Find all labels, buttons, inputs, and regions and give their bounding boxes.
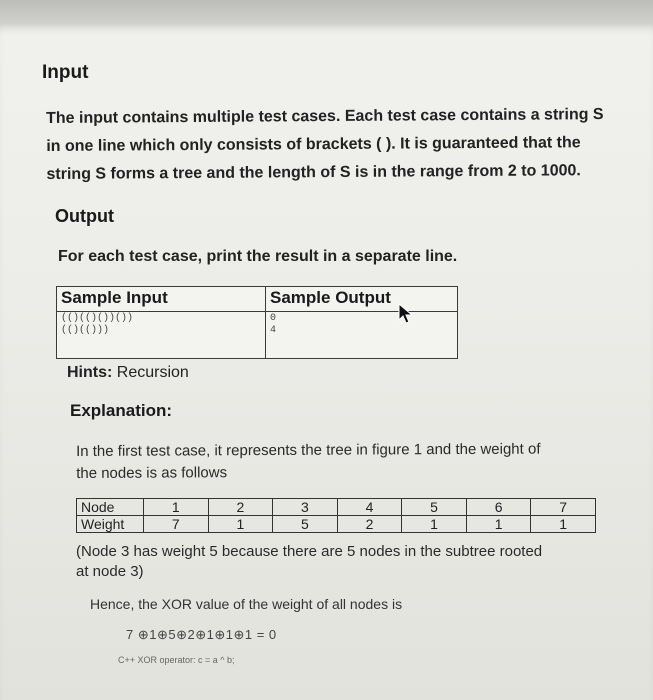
input-description-line: in one line which only consists of brackets ( ). It is guaranteed that the	[46, 134, 581, 155]
weight-note-line: (Node 3 has weight 5 because there are 5 nodes in the subtree rooted	[76, 543, 543, 560]
weight-label: Weight	[77, 516, 144, 533]
sample-output-line: 0	[270, 313, 277, 324]
sample-output-header: Sample Output	[266, 287, 458, 312]
node-cell: 6	[466, 499, 531, 516]
explanation-heading: Explanation:	[70, 401, 173, 420]
explanation-line: In the first test case, it represents the tree in figure 1 and the weight of	[76, 440, 541, 460]
weight-note	[76, 542, 606, 582]
node-cell: 3	[273, 499, 338, 516]
node-row	[77, 499, 596, 516]
node-weight-table	[76, 498, 596, 533]
weight-cell: 1	[531, 516, 596, 533]
cpp-xor-note: C++ XOR operator: c = a ^ b;	[118, 655, 235, 665]
weight-cell: 7	[144, 516, 209, 533]
sample-input-line: (()(()))	[61, 325, 110, 336]
hints-label: Hints:	[67, 364, 113, 381]
weight-cell: 2	[337, 516, 402, 533]
node-cell: 2	[208, 499, 273, 516]
hence-text: Hence, the XOR value of the weight of all nodes is	[90, 596, 403, 612]
output-heading: Output	[55, 206, 114, 226]
weight-cell: 1	[466, 516, 531, 533]
explanation-line: the nodes is as follows	[76, 464, 228, 482]
weight-cell: 5	[273, 516, 338, 533]
weight-row	[77, 516, 596, 533]
xor-expression: 7 ⊕1⊕5⊕2⊕1⊕1⊕1 = 0	[126, 627, 277, 642]
input-description-line: The input contains multiple test cases. Each test case contains a string S	[46, 106, 604, 127]
weight-cell: 1	[402, 516, 467, 533]
node-cell: 1	[144, 499, 209, 516]
node-label: Node	[77, 499, 144, 516]
weight-note-line: at node 3)	[76, 563, 144, 580]
node-cell: 7	[531, 499, 596, 516]
sample-input-header: Sample Input	[57, 287, 266, 312]
output-description: For each test case, print the result in a separate line.	[58, 248, 458, 265]
weight-cell: 1	[208, 516, 273, 533]
sample-output-cell	[266, 312, 458, 359]
hints-value: Recursion	[116, 364, 189, 381]
node-cell: 4	[337, 499, 402, 516]
hints-line	[67, 364, 189, 382]
explanation-text	[76, 438, 606, 485]
input-description	[46, 101, 622, 189]
input-description-line: string S forms a tree and the length of S is in the range from 2 to 1000.	[46, 162, 581, 183]
mouse-pointer-icon	[398, 303, 414, 325]
sample-output-line: 4	[270, 325, 277, 336]
sample-input-cell	[57, 312, 266, 359]
input-heading: Input	[42, 62, 89, 83]
node-cell: 5	[402, 499, 467, 516]
sample-input-line: (()(()())())	[61, 313, 134, 324]
